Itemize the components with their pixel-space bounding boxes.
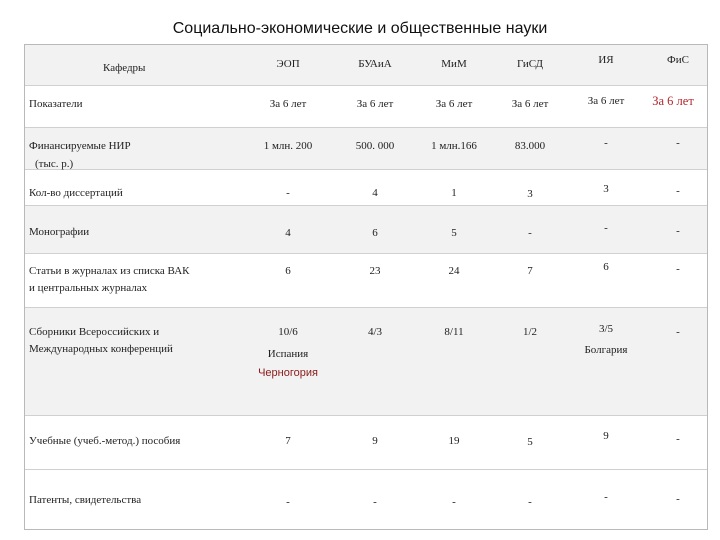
table-cell: 7 xyxy=(285,435,291,447)
table-cell: 1/2 xyxy=(522,326,538,338)
table-cell: - xyxy=(604,222,608,234)
row-label: Финансируемые НИР xyxy=(29,140,131,152)
table-cell: 3/5 xyxy=(598,323,614,335)
column-header: ФиС xyxy=(667,54,689,66)
table-cell: 3 xyxy=(527,188,533,200)
conference-country-note-highlight: Черногория xyxy=(258,367,318,379)
row-label: Патенты, свидетельства xyxy=(29,494,142,506)
table-cell: 4/3 xyxy=(367,326,383,338)
table-cell: 1 млн. 200 xyxy=(263,140,313,152)
table-cell: 4 xyxy=(285,227,291,239)
table-cell: 8/11 xyxy=(444,326,464,338)
table-cell: - xyxy=(676,137,680,149)
row-divider xyxy=(25,469,707,470)
table-cell: - xyxy=(286,187,290,199)
table-cell: - xyxy=(452,496,456,508)
row-label-sub: (тыс. р.) xyxy=(35,158,74,170)
table-cell-highlight: За 6 лет xyxy=(652,94,694,108)
table-cell: - xyxy=(676,326,680,338)
row-divider xyxy=(25,307,707,308)
table-cell: - xyxy=(604,137,608,149)
row-divider xyxy=(25,85,707,86)
table-cell: - xyxy=(528,227,532,239)
row-divider xyxy=(25,169,707,170)
row-label: Монографии xyxy=(29,226,90,238)
row-divider xyxy=(25,205,707,206)
table-cell: 19 xyxy=(448,435,460,447)
column-header: МиМ xyxy=(441,58,467,70)
table-cell: 1 млн.166 xyxy=(431,140,477,152)
table-cell: - xyxy=(604,491,608,503)
conference-country-note: Болгария xyxy=(584,344,628,356)
table-cell: 10/6 xyxy=(278,326,298,338)
table-cell: 24 xyxy=(448,265,460,277)
row-label: Кол-во диссертаций xyxy=(29,187,123,199)
table-cell: За 6 лет xyxy=(511,98,549,110)
table-cell: 23 xyxy=(369,265,381,277)
row-divider xyxy=(25,415,707,416)
header-row-label: Кафедры xyxy=(103,62,146,74)
table-cell: 3 xyxy=(603,183,609,195)
row-divider xyxy=(25,253,707,254)
column-header: ЭОП xyxy=(276,58,300,70)
row-label-sub: Международных конференций xyxy=(29,343,173,355)
table-cell: 5 xyxy=(527,436,533,448)
table-cell: - xyxy=(373,496,377,508)
table-cell: 6 xyxy=(372,227,378,239)
conference-country-note: Испания xyxy=(267,348,309,360)
table-cell: 4 xyxy=(372,187,378,199)
table-cell: 9 xyxy=(372,435,378,447)
table-cell: 83.000 xyxy=(514,140,546,152)
table-cell: 6 xyxy=(603,261,609,273)
table-cell: 1 xyxy=(451,187,457,199)
row-label-sub: и центральных журналах xyxy=(29,282,148,294)
table-cell: За 6 лет xyxy=(356,98,394,110)
row-label: Статьи в журналах из списка ВАК xyxy=(29,265,190,277)
column-header: БУАиА xyxy=(358,58,392,70)
table-cell: 7 xyxy=(527,265,533,277)
table-cell: 500. 000 xyxy=(355,140,395,152)
data-table xyxy=(24,44,708,530)
table-cell: За 6 лет xyxy=(587,95,625,107)
table-cell: - xyxy=(676,263,680,275)
slide-title: Социально-экономические и общественные науки xyxy=(172,20,548,37)
column-header: ИЯ xyxy=(598,54,614,66)
table-cell: За 6 лет xyxy=(269,98,307,110)
period-row-label: Показатели xyxy=(29,98,83,110)
table-cell: - xyxy=(676,433,680,445)
table-cell: - xyxy=(676,493,680,505)
table-cell: 6 xyxy=(285,265,291,277)
column-header: ГиСД xyxy=(516,58,544,70)
table-cell: 5 xyxy=(451,227,457,239)
row-label: Учебные (учеб.-метод.) пособия xyxy=(29,435,181,447)
table-cell: - xyxy=(286,496,290,508)
table-cell: - xyxy=(528,496,532,508)
row-divider xyxy=(25,127,707,128)
row-label: Сборники Всероссийских и xyxy=(29,326,160,338)
table-cell: - xyxy=(676,225,680,237)
table-cell: 9 xyxy=(603,430,609,442)
table-cell: - xyxy=(676,185,680,197)
table-cell: За 6 лет xyxy=(435,98,473,110)
